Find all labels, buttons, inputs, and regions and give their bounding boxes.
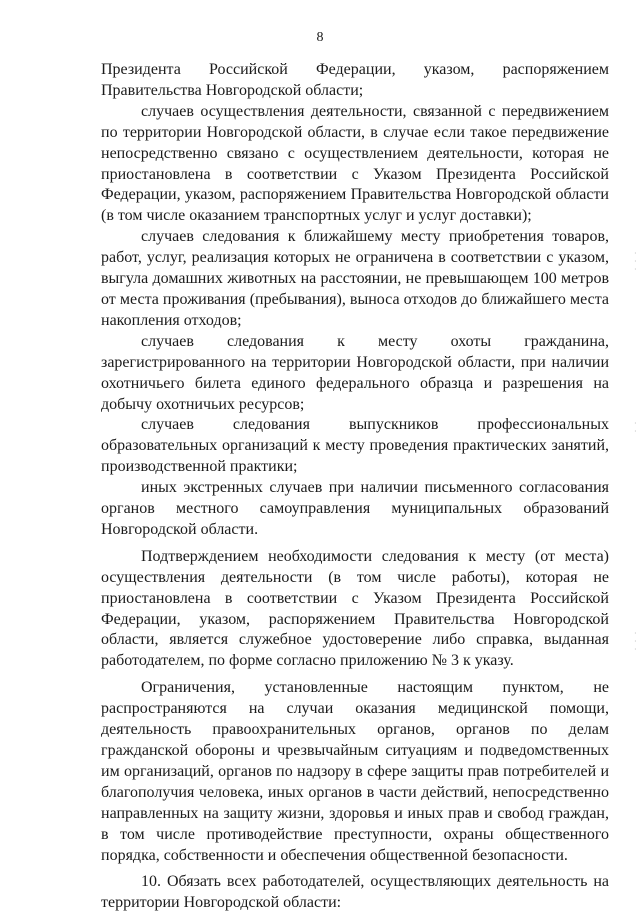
paragraph-nearest-store: случаев следования к ближайшему месту приобретения товаров, работ, услуг, реализация которых не ограничена в соответствии с указом, выгула домашних животных на расстоянии, не превышающем 100 метров от места проживания (пребывания), выноса отходов до ближайшего места накопления отходов; (101, 228, 609, 329)
paragraph-item-10: 10. Обязать всех работодателей, осуществляющих деятельность на территории Новгородской области: (101, 873, 609, 912)
page-number: 8 (316, 30, 324, 45)
paragraph-movement-activity: случаев осуществления деятельности, связанной с передвижением по территории Новгородской области, в случае если такое передвижение непосредственно связано с осуществлением деятельности, которая не приостановлена в соответствии с Указом Президента Российской Федерации, указом, распоряжением Правительства Новгородской области (в том числе оказанием транспортных услуг и услуг доставки); (101, 102, 609, 225)
paragraph-hunting: случаев следования к месту охоты гражданина, зарегистрированного на территории Новгородской области, при наличии охотничьего билета единого федерального образца и разрешения на добычу охотничьих ресурсов; (101, 332, 609, 413)
paragraph-emergency: иных экстренных случаев при наличии письменного согласования органов местного самоуправления муниципальных образований Новгородской области. (101, 479, 609, 538)
document-body (101, 60, 609, 914)
paragraph-graduates: случаев следования выпускников профессиональных образовательных организаций к месту проведения практических занятий, производственной практики; (101, 416, 609, 476)
scan-margin-marks: · · · (634, 629, 637, 654)
paragraph-restrictions: Ограничения, установленные настоящим пунктом, не распространяются на случаи оказания медицинской помощи, деятельность правоохранительных органов, органов по делам гражданской обороны и чрезвычайным ситуациям и подведомственных им организаций, органов по надзору в сфере защиты прав потребителей и благополучия человека, иных органов в части действий, непосредственно направленных на защиту жизни, здоровья и иных прав и свобод граждан, в том числе противодействие преступности, охраны общественного порядка, собственности и обеспечения общественной безопасности. (101, 679, 609, 864)
scan-margin-marks: · · · (634, 249, 637, 274)
paragraph-confirmation: Подтверждением необходимости следования к месту (от места) осуществления деятельности (в том числе работы), которая не приостановлена в соответствии с Указом Президента Российской Федерации, указом, распоряжением Правительства Новгородской области, является служебное удостоверение либо справка, выданная работодателем, по форме согласно приложению № 3 к указу. (101, 547, 609, 670)
scan-margin-marks: · · (634, 419, 637, 436)
paragraph-continuation: Президента Российской Федерации, указом, распоряжением Правительства Новгородской области; (101, 61, 609, 99)
